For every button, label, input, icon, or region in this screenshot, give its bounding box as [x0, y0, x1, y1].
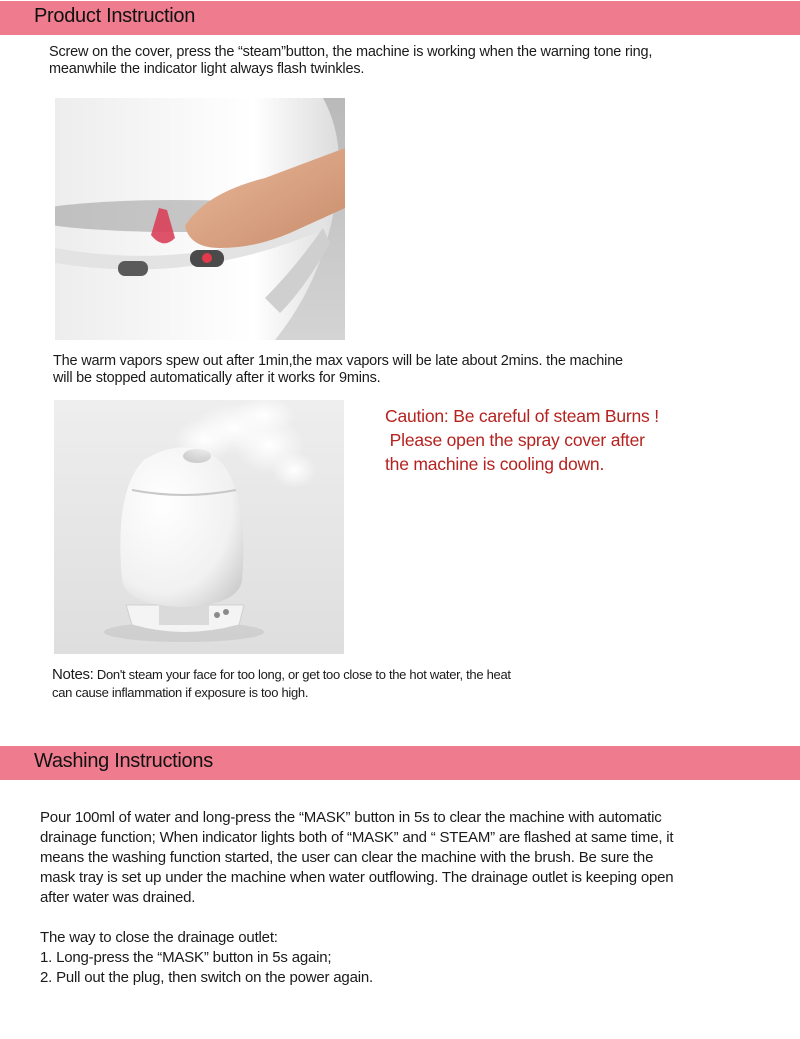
washing-instructions-banner — [0, 746, 800, 780]
button-press-photo — [55, 98, 345, 340]
step-item: 2. Pull out the plug, then switch on the power again. — [40, 969, 373, 986]
product-instruction-banner — [0, 1, 800, 35]
washing-line: means the washing function started, the user can clear the machine with the brush. Be sure the — [40, 849, 654, 866]
vapor-line: The warm vapors spew out after 1min,the max vapors will be late about 2mins. the machine — [53, 353, 623, 369]
step-item: 1. Long-press the “MASK” button in 5s again; — [40, 949, 332, 966]
notes-line: Don't steam your face for too long, or get too close to the hot water, the heat — [93, 667, 511, 682]
section-title: Washing Instructions — [34, 750, 213, 772]
caution-line: Please open the spray cover after — [385, 430, 645, 450]
washing-text — [40, 808, 673, 988]
section-title: Product Instruction — [34, 5, 196, 27]
washing-line: Pour 100ml of water and long-press the “MASK” button in 5s to clear the machine with automatic — [40, 809, 662, 826]
steps-title: The way to close the drainage outlet: — [40, 929, 278, 946]
intro-text — [49, 44, 652, 78]
notes-block — [52, 666, 511, 702]
caution-line: the machine is cooling down. — [385, 454, 605, 474]
caution-text — [385, 404, 659, 476]
washing-line: mask tray is set up under the machine when water outflowing. The drainage outlet is keeping open — [40, 869, 674, 886]
intro-line: Screw on the cover, press the “steam”button, the machine is working when the warning tone ring, — [49, 44, 653, 60]
intro-line: meanwhile the indicator light always flash twinkles. — [49, 61, 365, 77]
steamer-photo — [54, 400, 344, 654]
vapor-line: will be stopped automatically after it works for 9mins. — [53, 370, 381, 386]
caution-line: Caution: Be careful of steam Burns ! — [385, 406, 659, 426]
washing-line: drainage function; When indicator lights both of “MASK” and “ STEAM” are flashed at same time, it — [40, 829, 674, 846]
notes-line: can cause inflammation if exposure is too high. — [52, 685, 309, 700]
vapor-text — [53, 353, 623, 387]
washing-line: after water was drained. — [40, 889, 196, 906]
notes-label: Notes: — [52, 666, 94, 683]
